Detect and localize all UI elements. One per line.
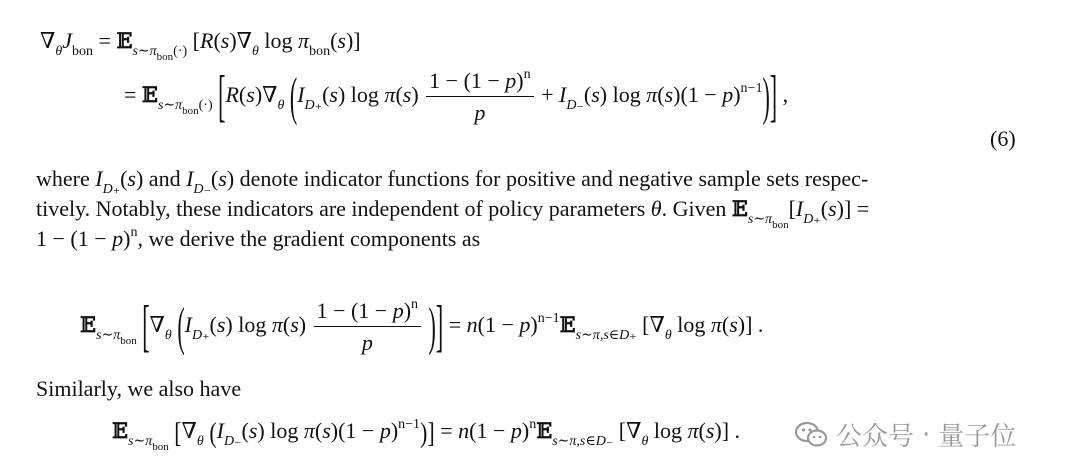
paragraph-line-3: $1 - (1 - p)^n$, we derive the gradient components as	[36, 225, 481, 251]
paragraph-indicator-functions	[36, 166, 1036, 256]
equation-6-line-2: = 𝔼$_{s\sim\pi_{bon}(\cdot)}$ [$R(s)\nabla_\theta$ ($I_{D_+}(s)$ log π(s) $\frac{1 - (1 - p)^n}{p}$ + $I_{D_-}(s)$ $\log \pi(s)(1 - p)^{n-1}$)] ,	[124, 63, 789, 129]
equation-number: (6)	[990, 126, 1016, 151]
paragraph-line-1: where $I_{D_+}(s)$ and $I_{D_-}(s)$ denote indicator functions for positive and negative sample sets respec-	[36, 166, 869, 197]
equation-positive-component: 𝔼$_{s\sim\pi_{bon}}$ [$\nabla_\theta$ ($I_{D_+}(s)$ log π(s) $\frac{1 - (1 - p)^n}{p}$ )] = $n(1 - p)^{n-1}𝔼_{s\sim\pi,s\in D_+}$ [$\nabla_\theta$ log π(s)] .	[80, 293, 764, 359]
watermark-name: 量子位	[938, 422, 1017, 452]
paragraph-line-2: tively. Notably, these indicators are independent of policy parameters θ. Given $𝔼_{s\sim\pi_{bon}}[I_{D_+}(s)]$ =	[36, 196, 870, 231]
watermark-separator: ·	[922, 419, 931, 450]
watermark	[790, 414, 1020, 455]
equation-negative-component: 𝔼$_{s\sim\pi_{bon}}$ [$\nabla_\theta$ ($I_{D_-}(s)$ $\log \pi(s)(1 - p)^{n-1})] = n(1$ − $p)^n𝔼_{s\sim\pi,s\in D_-}$ [$\nabla_\theta$ log π(s)] .	[112, 416, 741, 453]
wechat-icon	[794, 420, 828, 450]
equation-6-line-1: $\nabla_\theta J_{bon}$ = 𝔼$_{s\sim\pi_{bon}(\cdot)}$ [$R(s)\nabla_\theta$ $\log \pi_{bon}(s)$]	[40, 28, 361, 63]
paragraph-similarly: Similarly, we also have	[36, 376, 242, 401]
watermark-brand: 公众号	[836, 422, 915, 452]
